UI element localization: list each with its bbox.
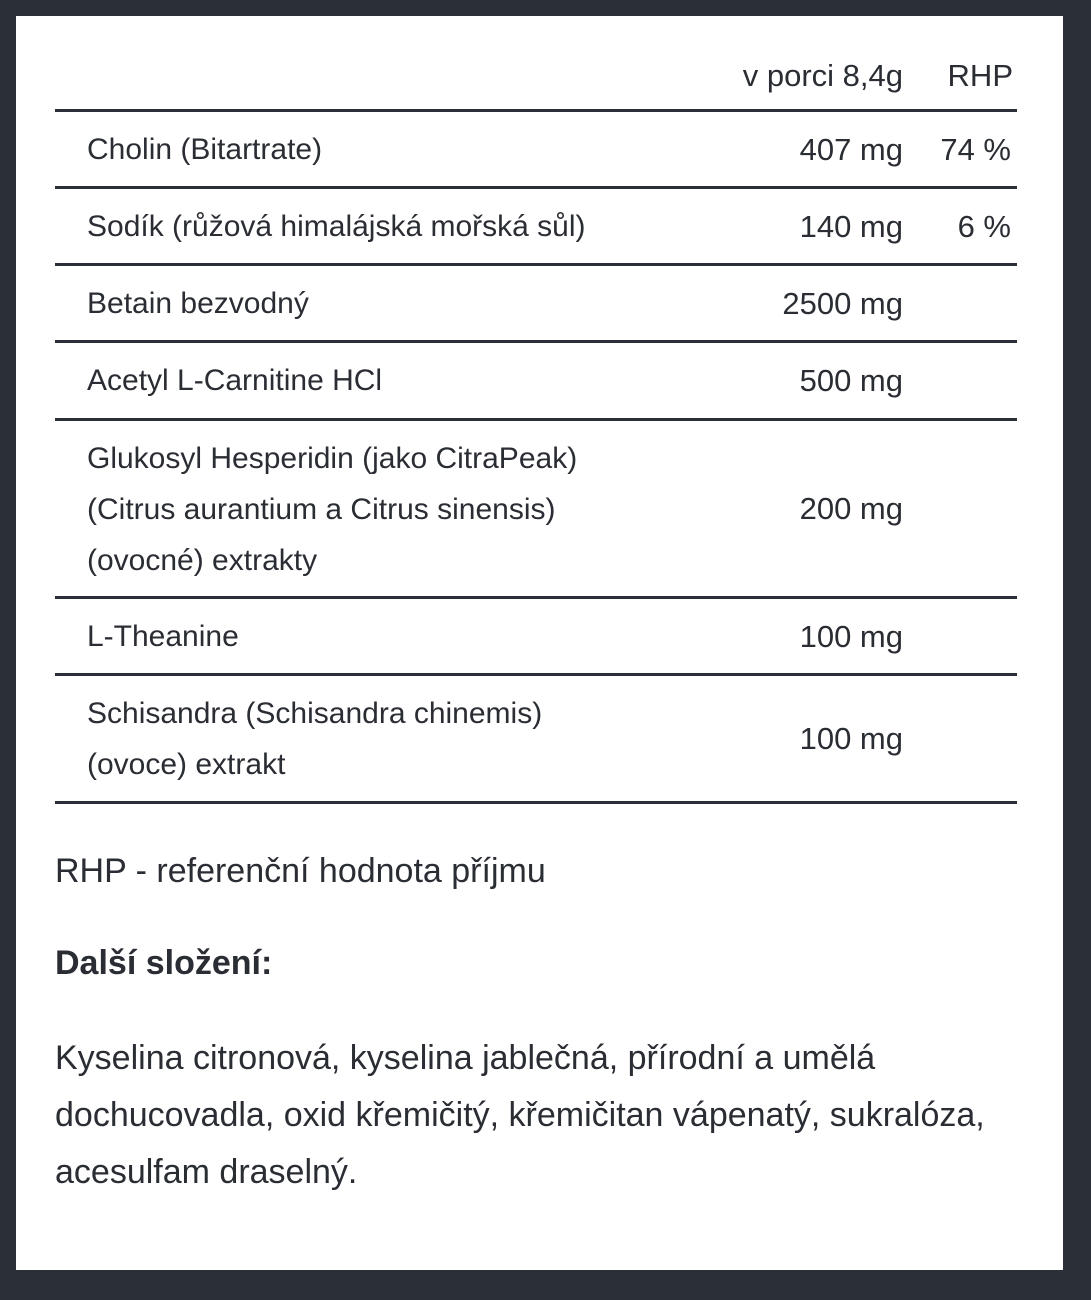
ingredient-amount: 500 mg xyxy=(799,363,903,398)
other-ingredients-heading: Další složení: xyxy=(55,944,273,982)
rhp-footnote: RHP - referenční hodnota příjmu xyxy=(55,852,546,890)
ingredient-name-line: (Citrus aurantium a Citrus sinensis) xyxy=(87,493,556,526)
ingredient-rhp: 6 % xyxy=(957,209,1011,244)
ingredient-amount: 2500 mg xyxy=(782,286,903,321)
table-row xyxy=(55,421,1017,599)
ingredient-amount: 100 mg xyxy=(799,721,903,756)
table-row xyxy=(55,676,1017,804)
header-amount: v porci 8,4g xyxy=(742,58,903,93)
table-row xyxy=(55,266,1017,343)
ingredient-name-line: (ovocné) extrakty xyxy=(87,544,318,577)
ingredient-rhp: 74 % xyxy=(940,132,1011,167)
table-header xyxy=(55,52,1017,112)
ingredient-name: Acetyl L-Carnitine HCl xyxy=(87,364,383,397)
ingredient-amount: 200 mg xyxy=(799,491,903,526)
other-ingredients-text: Kyselina citronová, kyselina jablečná, přírodní a umělá dochucovadla, oxid křemičitý, křemičitan vápenatý, sukralóza, acesulfam draselný. xyxy=(55,1039,985,1191)
ingredient-name: L-Theanine xyxy=(87,620,239,653)
ingredient-name xyxy=(87,688,542,790)
table-row xyxy=(55,189,1017,266)
ingredient-name-line: Glukosyl Hesperidin (jako CitraPeak) xyxy=(87,442,578,475)
ingredient-name xyxy=(87,433,577,586)
header-rhp: RHP xyxy=(947,58,1013,93)
ingredient-name-line: Schisandra (Schisandra chinemis) xyxy=(87,697,543,730)
table-row xyxy=(55,343,1017,421)
ingredient-name-line: (ovoce) extrakt xyxy=(87,748,286,781)
table-row xyxy=(55,599,1017,676)
ingredient-amount: 407 mg xyxy=(799,132,903,167)
table-row xyxy=(55,112,1017,189)
nutrition-table xyxy=(55,52,1017,804)
ingredient-amount: 140 mg xyxy=(799,209,903,244)
ingredient-name: Sodík (růžová himalájská mořská sůl) xyxy=(87,210,586,243)
ingredient-name: Cholin (Bitartrate) xyxy=(87,133,323,166)
ingredient-amount: 100 mg xyxy=(799,619,903,654)
ingredient-name: Betain bezvodný xyxy=(87,287,309,320)
